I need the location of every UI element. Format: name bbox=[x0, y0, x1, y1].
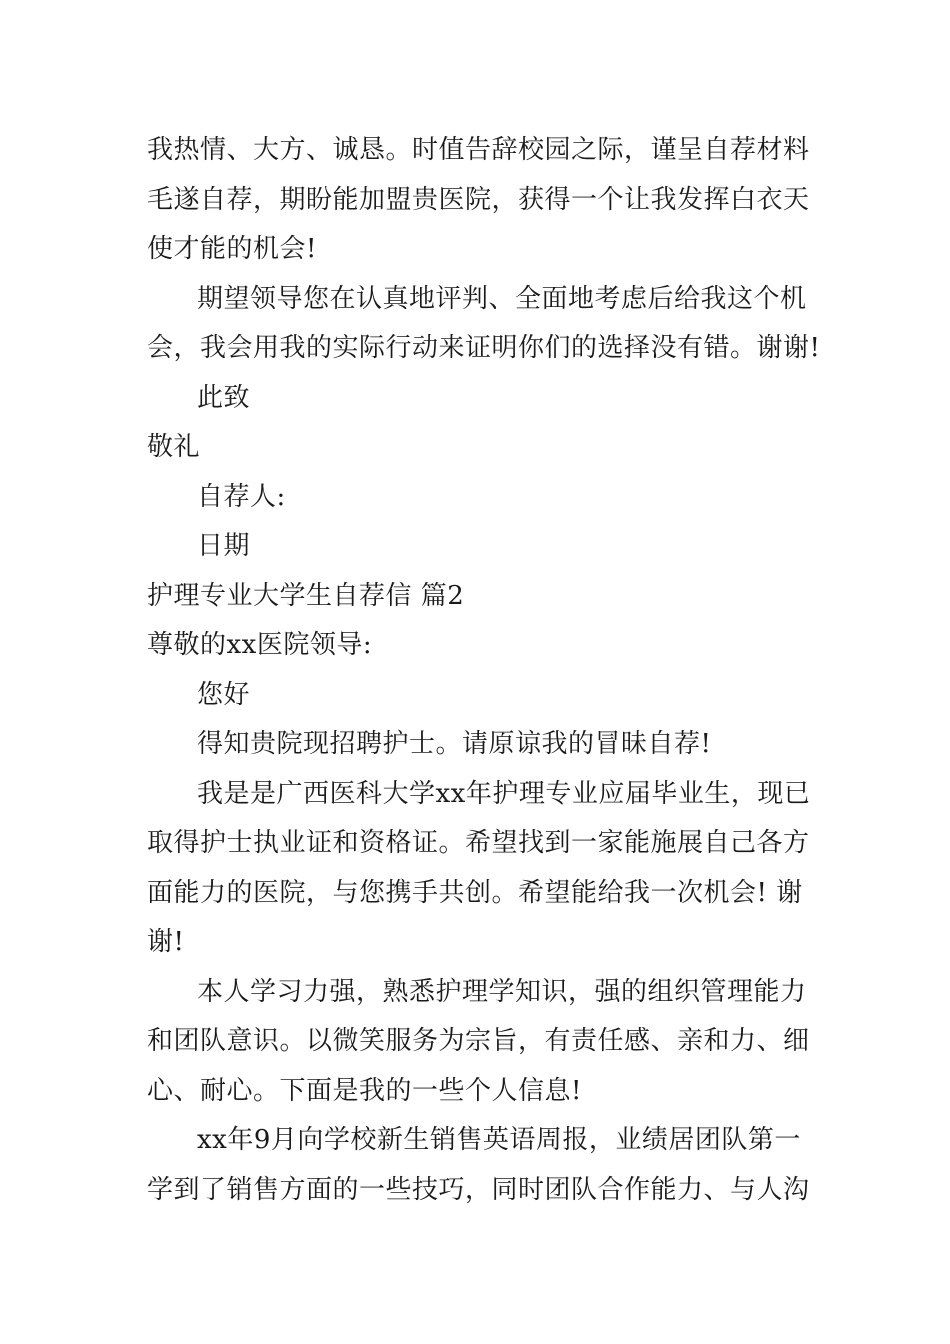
signature-label: 自荐人: bbox=[197, 482, 286, 512]
paragraph-line: 谢! bbox=[147, 927, 185, 957]
paragraph-line: 得知贵院现招聘护士。请原谅我的冒昧自荐! bbox=[197, 729, 712, 759]
letter-hello: 您好 bbox=[197, 680, 251, 710]
paragraph-line: 毛遂自荐，期盼能加盟贵医院，获得一个让我发挥白衣天 bbox=[147, 185, 810, 215]
paragraph-line: xx年9月向学校新生销售英语周报，业绩居团队第一 bbox=[197, 1125, 801, 1155]
paragraph-line: 会，我会用我的实际行动来证明你们的选择没有错。谢谢! bbox=[147, 333, 821, 363]
paragraph-line: 期望领导您在认真地评判、全面地考虑后给我这个机 bbox=[197, 284, 807, 314]
section-title: 护理专业大学生自荐信 篇2 bbox=[147, 581, 465, 611]
paragraph-line: 我是是广西医科大学xx年护理专业应届毕业生，现已 bbox=[197, 779, 811, 809]
paragraph-line: 和团队意识。以微笑服务为宗旨，有责任感、亲和力、细 bbox=[147, 1026, 810, 1056]
date-label: 日期 bbox=[197, 531, 251, 561]
paragraph-line: 我热情、大方、诚恳。时值告辞校园之际，谨呈自荐材料 bbox=[147, 135, 810, 165]
letter-greeting: 尊敬的xx医院领导: bbox=[147, 630, 373, 660]
paragraph-line: 本人学习力强，熟悉护理学知识，强的组织管理能力 bbox=[197, 977, 807, 1007]
paragraph-line: 取得护士执业证和资格证。希望找到一家能施展自己各方 bbox=[147, 828, 810, 858]
paragraph-line: 学到了销售方面的一些技巧，同时团队合作能力、与人沟 bbox=[147, 1175, 810, 1205]
closing-regards: 敬礼 bbox=[147, 432, 201, 462]
paragraph-line: 使才能的机会! bbox=[147, 234, 317, 264]
closing-salutation: 此致 bbox=[197, 383, 251, 413]
paragraph-line: 心、耐心。下面是我的一些个人信息! bbox=[147, 1076, 582, 1106]
paragraph-line: 面能力的医院，与您携手共创。希望能给我一次机会! 谢 bbox=[147, 878, 803, 908]
